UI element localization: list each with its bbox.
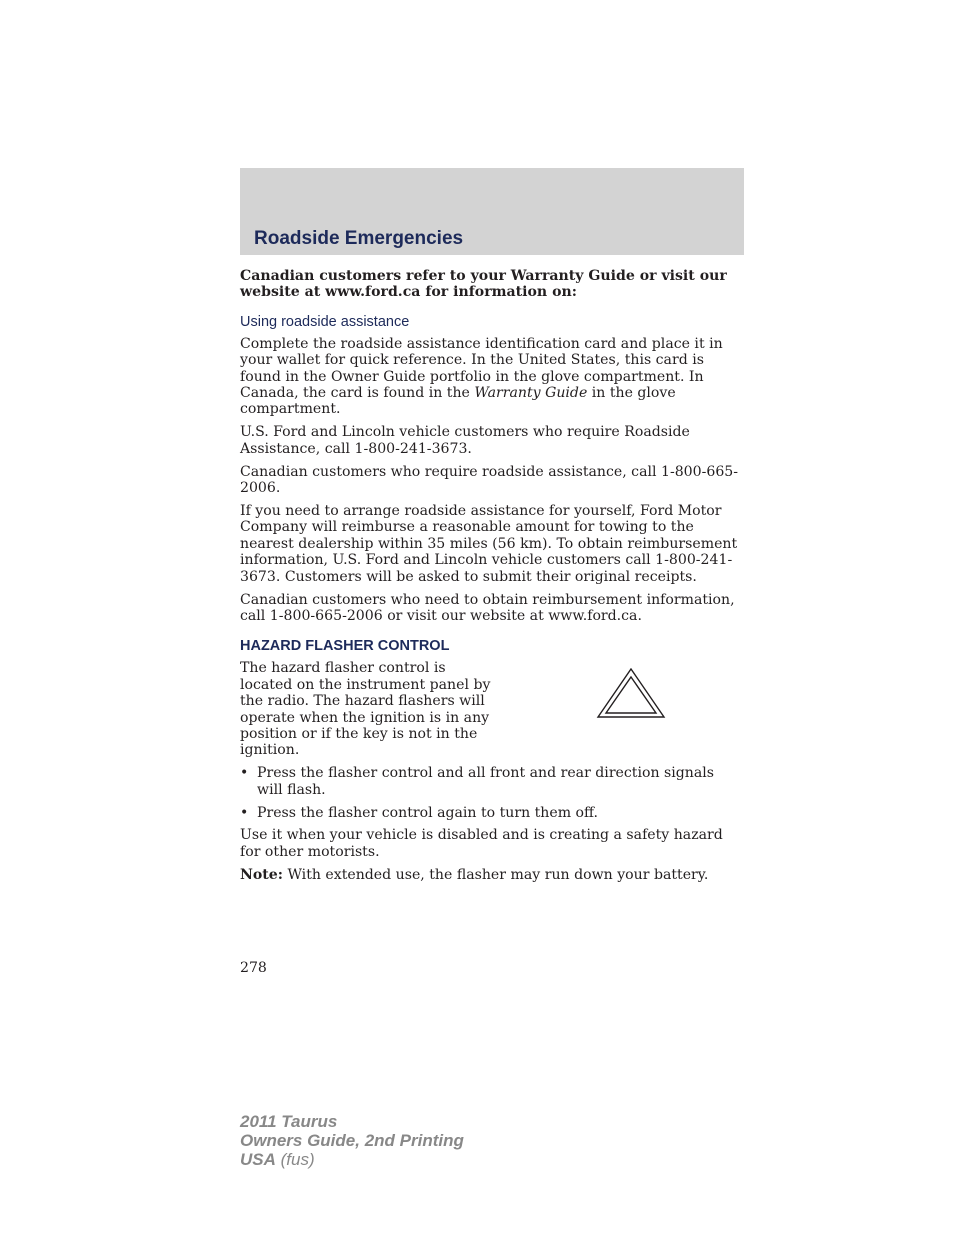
roadside-assistance-heading: Using roadside assistance <box>240 313 410 330</box>
hazard-flasher-heading: HAZARD FLASHER CONTROL <box>240 638 450 655</box>
footer-region-code: (fus) <box>275 1150 315 1169</box>
roadside-paragraph-5: Canadian customers who need to obtain reimbursement information, call 1-800-665-2006 or visit our website at www.ford.ca. <box>240 591 735 624</box>
section-header-band <box>240 168 744 255</box>
note-label: Note: <box>240 866 283 883</box>
bullet-mark: • <box>240 765 249 782</box>
footer-line-1: 2011 Taurus <box>240 1112 338 1131</box>
roadside-paragraph-1 <box>240 336 744 418</box>
roadside-p1-tail: in the glove compartment. <box>240 385 676 418</box>
roadside-paragraph-3: Canadian customers who require roadside assistance, call 1-800-665-2006. <box>240 463 739 497</box>
page-content <box>240 268 744 890</box>
document-footer <box>240 1112 464 1169</box>
roadside-p1-text: Complete the roadside assistance identification card and place it in your wallet for quick reference. In the United States, this card is found in the Owner Guide portfolio in the glove compartment. In Canada, the card is found in the <box>240 335 723 402</box>
hazard-paragraph-2: Use it when your vehicle is disabled and is creating a safety hazard for other motorists. <box>240 827 723 860</box>
section-title: Roadside Emergencies <box>254 228 464 249</box>
intro-paragraph: Canadian customers refer to your Warranty Guide or visit our website at www.ford.ca for information on: <box>240 268 727 301</box>
roadside-paragraph-2: U.S. Ford and Lincoln vehicle customers who require Roadside Assistance, call 1-800-241-3673. <box>240 424 690 457</box>
list-item <box>240 805 744 821</box>
hazard-intro-row <box>240 660 744 758</box>
hazard-triangle-icon <box>596 668 666 720</box>
list-item-text: Press the flasher control and all front and rear direction signals will flash. <box>257 765 714 798</box>
note-paragraph <box>240 867 744 883</box>
list-item-text: Press the flasher control again to turn them off. <box>257 804 599 821</box>
hazard-bullet-list <box>240 765 744 821</box>
footer-line-3 <box>240 1150 464 1169</box>
footer-line-2: Owners Guide, 2nd Printing <box>240 1131 464 1150</box>
bullet-mark: • <box>240 804 249 821</box>
page-number: 278 <box>240 960 267 976</box>
roadside-paragraph-4: If you need to arrange roadside assistance for yourself, Ford Motor Company will reimburse a reasonable amount for towing to the nearest dealership within 35 miles (56 km). To obtain reimbursement information, U.S. Ford and Lincoln vehicle customers call 1-800-241-3673. Customers will be asked to submit their original receipts. <box>240 502 738 585</box>
footer-region: USA <box>240 1150 276 1169</box>
hazard-paragraph-1: The hazard flasher control is located on the instrument panel by the radio. The hazard flashers will operate when the ignition is in any position or if the key is not in the ignition. <box>240 660 491 759</box>
warranty-guide-title: Warranty Guide <box>474 385 588 402</box>
list-item <box>240 765 744 798</box>
note-text: With extended use, the flasher may run down your battery. <box>282 866 709 883</box>
